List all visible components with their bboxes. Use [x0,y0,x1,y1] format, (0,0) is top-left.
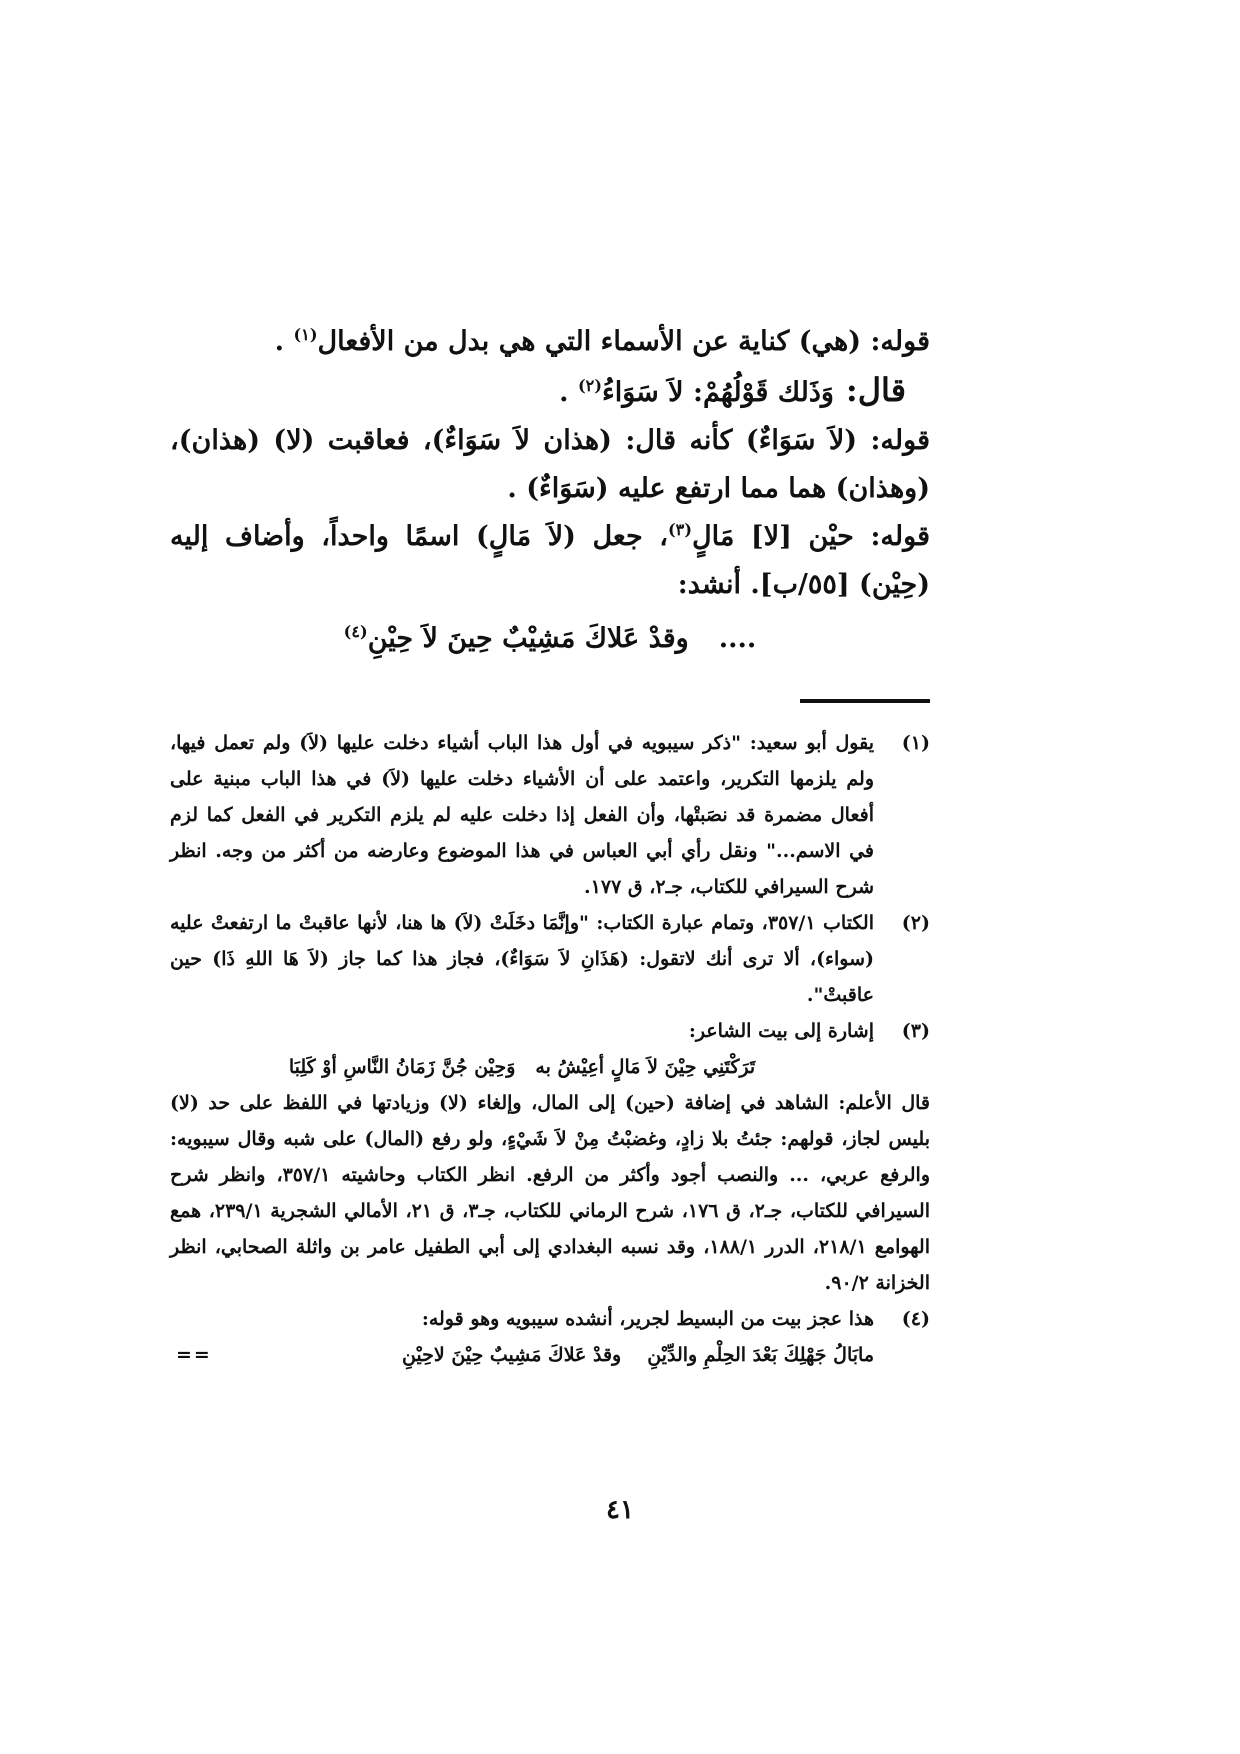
footnote-ref-3: (٣) [667,520,693,539]
continuation-mark: == [176,1344,212,1366]
verse-text: وقدْ عَلاكَ مَشِيْبٌ حِينَ لاَ حِيْنِ [367,623,689,654]
footnote-1-text: يقول أبو سعيد: "ذكر سيبويه في أول هذا الباب أشياء دخلت عليها (لاَ) ولم تعمل فيها، ولم يلزمها التكرير، واعتمد على أن الأشياء دخلت عليها (لاَ) في هذا الباب مبنية على أفعال مضمرة قد نصَبتْها، وأن الفعل إذا دخلت عليه لم يلزم التكرير في الفعل كما لزم في الاسم..." ونقل رأي أبي العباس في هذا الموضوع وعارضه من أكثر من وجه. انظر شرح السيرافي للكتاب، جـ٢، ق ١٧٧. [170,732,874,898]
footnotes [170,725,930,1373]
footnote-2-text: الكتاب ٣٥٧/١، وتمام عبارة الكتاب: "وإنَّمَا دخَلَتْ (لاَ) ها هنا، لأنها عاقبتْ ما ارتفعتْ عليه (سواء)، ألا ترى أنك لاتقول: (هَذَانِ لاَ سَوَاءٌ)، فجاز هذا كما جاز (لاَ هَا اللهِ ذَا) حين عاقبتْ". [170,912,874,1006]
main-paragraph-3 [170,513,930,609]
footnote-ref-1: (١) [293,325,318,344]
main-paragraph-3-a: قوله: حيْن [لا] مَالٍ [692,521,930,552]
footnote-number: (٣) [901,1020,930,1042]
footnote-3 [170,1013,930,1085]
footnote-3-text: قال الأعلم: الشاهد في إضافة (حين) إلى المال، وإلغاء (لا) وزيادتها في اللفظ على حد (لا) بليس لجاز، قولهم: جئتُ بلا زادٍ، وغضبْتُ مِنْ لاَ شَيْءٍ، ولو رفع (المال) على شبه وقال سيبويه: والرفع عربي، ... والنصب أجود وأكثر من الرفع. انظر الكتاب وحاشيته ٣٥٧/١، وانظر شرح السيرافي للكتاب، جـ٢، ق ١٧٦، شرح الرماني للكتاب، جـ٣، ق ٢١، الأمالي الشجرية ٢٣٩/١، همع الهوامع ٢١٨/١، الدرر ١٨٨/١، وقد نسبه البغدادي إلى أبي الطفيل عامر بن واثلة الصحابي، انظر الخزانة ٩٠/٢. [170,1092,931,1294]
footnote-1 [170,725,930,905]
footnote-text [170,905,874,1013]
footnote-separator-wrap [170,663,930,725]
main-text [170,318,930,663]
footnote-separator [800,699,930,703]
footnote-4-intro: هذا عجز بيت من البسيط لجرير، أنشده سيبويه وهو قوله: [421,1308,874,1330]
poem-first-hemistich: تَرَكْتَنِي حِيْنَ لاَ مَالٍ أعِيْشُ به [535,1056,756,1078]
footnote-number: (٤) [901,1308,930,1330]
footnote-number: (١) [901,732,930,754]
footnote-ref-4: (٤) [343,622,368,641]
poem-first-hemistich: مابَالُ جَهْلِكَ بَعْدَ الحِلْمِ والدِّيْنِ [647,1344,874,1366]
footnote-2 [170,905,930,1013]
page-content [170,318,930,1373]
poem-second-hemistich: وَحِيْن جُنَّ زَمَانُ النَّاسِ أوْ كَلِبَا [288,1056,516,1078]
qala-text: وَذَلك قَوْلُهُمْ: لاَ سَوَاءُ [602,377,834,408]
footnote-ref-2: (٢) [577,376,603,395]
page-number: ٤١ [606,1495,634,1525]
footnote-4 [170,1301,930,1373]
footnote-text [170,725,874,905]
footnote-3-intro: إشارة إلى بيت الشاعر: [688,1020,874,1042]
main-line-1-end: . [274,326,285,357]
footnote-number: (٢) [901,912,930,934]
poem-second-hemistich: وقدْ عَلاكَ مَشِيبٌ حِيْنَ لاحِيْنِ [401,1344,622,1366]
main-paragraph-2: قوله: (لاَ سَوَاءٌ) كأنه قال: (هذان لاَ سَوَاءٌ)، فعاقبت (لا) (هذان)، (وهذان) هما مما ارتفع عليه (سَوَاءٌ) . [170,425,930,504]
qala-label: قال: [845,371,906,409]
qala-end: . [559,377,569,408]
verse-ellipsis: .... [718,623,757,654]
footnote-text [170,1013,874,1085]
footnote-text [170,1085,930,1301]
footnote-4-poem [170,1337,874,1373]
footnote-3-poem [170,1049,874,1085]
main-paragraph-3-b: ، جعل (لاَ مَالٍ) اسمًا واحداً، وأضاف إليه (حِيْن) [٥٥/ب]. أنشد: [170,521,930,600]
main-line-1 [170,318,930,366]
verse-line [170,609,930,663]
qala-line [170,366,930,417]
footnote-3-continued [170,1085,930,1301]
main-line-1-text: قوله: (هي) كناية عن الأسماء التي هي بدل من الأفعال [317,326,930,357]
footnote-text [170,1301,874,1373]
